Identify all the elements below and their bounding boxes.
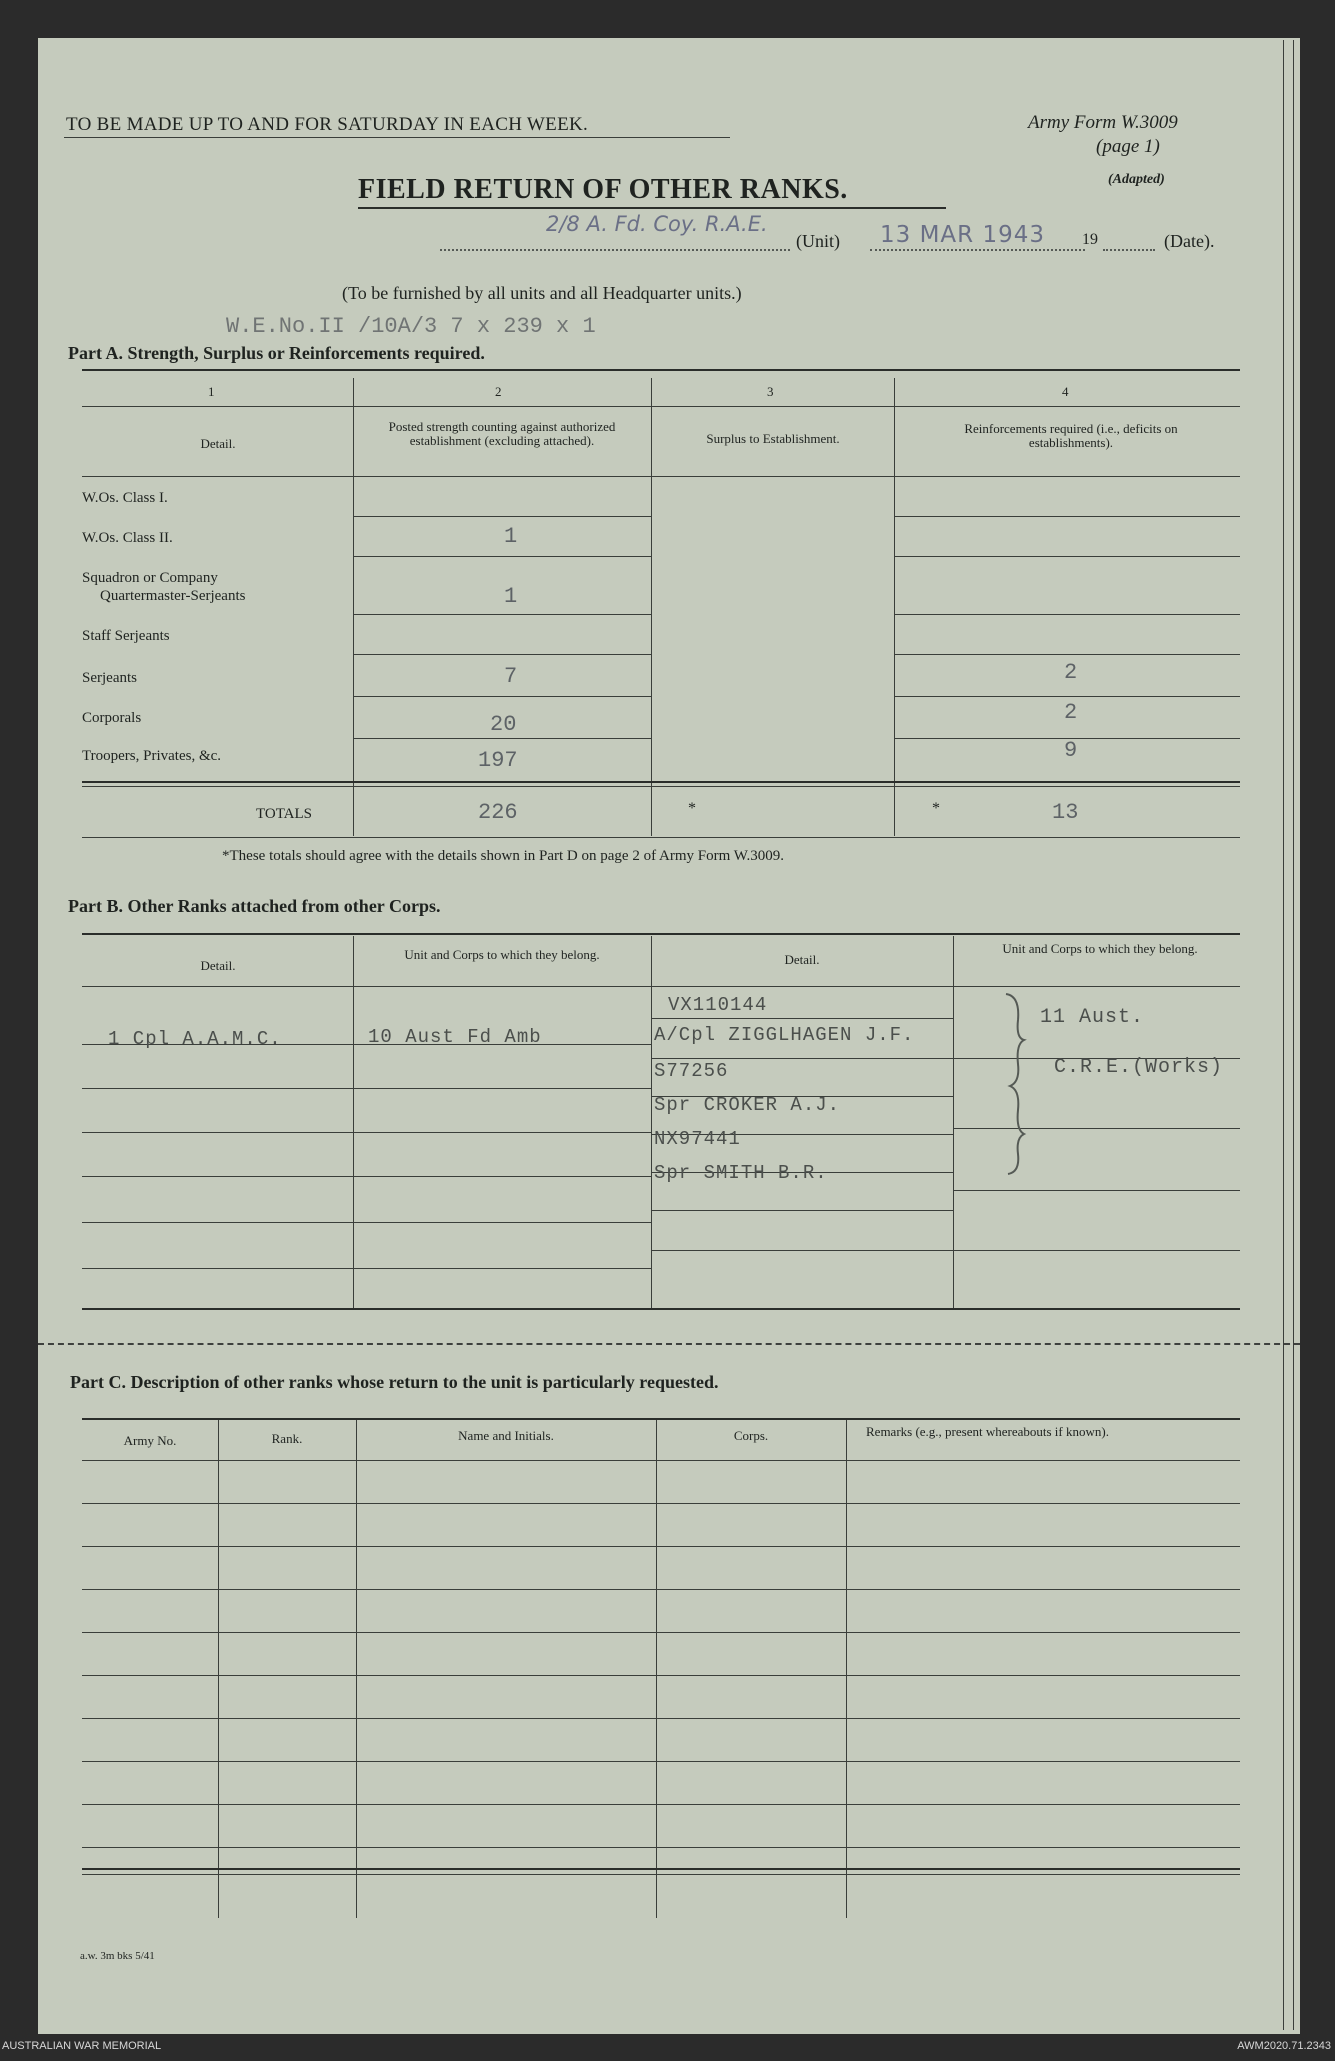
row-rule bbox=[894, 556, 1240, 557]
perforation-line bbox=[38, 1343, 1300, 1345]
part-a-header-surplus: Surplus to Establishment. bbox=[706, 431, 840, 446]
part-c-row-rule bbox=[82, 1632, 1240, 1633]
row-rule bbox=[894, 614, 1240, 615]
totals-reinf: 13 bbox=[1052, 800, 1079, 825]
part-a-header-rule bbox=[82, 476, 1240, 477]
posted-serjeants: 7 bbox=[504, 664, 518, 689]
part-c-row-rule bbox=[82, 1847, 1240, 1848]
reinf-troopers: 9 bbox=[1064, 738, 1078, 763]
part-b-row-rule bbox=[353, 1088, 651, 1089]
part-b-header-detail-left: Detail. bbox=[200, 958, 236, 973]
totals-reinf-asterisk: * bbox=[932, 800, 940, 817]
row-rule bbox=[353, 516, 651, 517]
part-c-bottom-rule-2 bbox=[82, 1874, 1240, 1875]
part-b-left-unit: 10 Aust Fd Amb bbox=[368, 1026, 542, 1048]
part-c-header-name: Name and Initials. bbox=[458, 1428, 554, 1443]
part-b-header-unit-left: Unit and Corps to which they belong. bbox=[404, 947, 600, 962]
totals-posted: 226 bbox=[478, 800, 518, 825]
totals-label: TOTALS bbox=[256, 806, 313, 822]
posted-cqms: 1 bbox=[504, 584, 518, 609]
part-c-bottom-rule bbox=[82, 1868, 1240, 1870]
part-b-right-line-3: S77256 bbox=[654, 1060, 729, 1082]
furnished-note: (To be furnished by all units and all Headquarter units.) bbox=[342, 283, 742, 303]
part-b-row-rule bbox=[82, 1176, 354, 1177]
part-b-row-rule bbox=[353, 1268, 651, 1269]
row-rule bbox=[353, 696, 651, 697]
row-rule bbox=[894, 516, 1240, 517]
unit-label: (Unit) bbox=[796, 231, 840, 251]
part-b-header-detail-right: Detail. bbox=[784, 952, 820, 967]
part-c-header-army-no: Army No. bbox=[123, 1433, 177, 1448]
form-number: Army Form W.3009 bbox=[1028, 112, 1178, 133]
part-b-header-rule-right bbox=[651, 986, 953, 987]
part-b-row-rule bbox=[82, 1088, 354, 1089]
row-label-cqms-line2: Quartermaster-Serjeants bbox=[100, 588, 246, 604]
part-a-header-detail: Detail. bbox=[200, 436, 236, 451]
part-b-col-divider-2 bbox=[651, 936, 652, 1308]
title-underline bbox=[358, 207, 946, 209]
part-c-header-rule bbox=[82, 1460, 1240, 1461]
part-a-col-divider-3 bbox=[894, 378, 895, 836]
part-c-col-divider-2 bbox=[356, 1420, 357, 1918]
part-b-right-row-rule bbox=[651, 1250, 953, 1251]
part-a-header-reinforcements: Reinforcements required (i.e., deficits on establishments). bbox=[964, 421, 1178, 450]
part-b-top-rule bbox=[82, 933, 1240, 935]
part-c-col-divider-4 bbox=[846, 1420, 847, 1918]
row-rule bbox=[353, 738, 651, 739]
totals-rule-top bbox=[82, 781, 1240, 783]
part-c-row-rule bbox=[82, 1546, 1240, 1547]
form-adapted: (Adapted) bbox=[1108, 172, 1165, 187]
part-a-footnote: *These totals should agree with the details shown in Part D on page 2 of Army Form W.3009. bbox=[222, 848, 785, 864]
part-c-row-rule bbox=[82, 1589, 1240, 1590]
part-c-row-rule bbox=[82, 1804, 1240, 1805]
part-a-number-rule bbox=[82, 406, 1240, 407]
posted-wo-class-2: 1 bbox=[504, 524, 518, 549]
part-c-row-rule bbox=[82, 1503, 1240, 1504]
part-c-top-rule bbox=[82, 1418, 1240, 1420]
unit-dotted-line bbox=[440, 249, 790, 251]
part-b-header-rule-far-right bbox=[953, 986, 1240, 987]
part-b-right-row-rule bbox=[651, 1018, 953, 1019]
part-b-col-divider-3 bbox=[953, 936, 954, 1308]
part-b-right-line-2: A/Cpl ZIGGLHAGEN J.F. bbox=[654, 1024, 915, 1046]
right-border-line-2 bbox=[1293, 40, 1294, 2030]
part-b-left-detail: 1 Cpl A.A.M.C. bbox=[108, 1028, 282, 1050]
right-border-line bbox=[1283, 40, 1284, 2030]
part-c-header-remarks: Remarks (e.g., present whereabouts if known). bbox=[866, 1424, 1109, 1439]
date-year: 19 bbox=[1082, 231, 1098, 248]
form-page: (page 1) bbox=[1096, 136, 1160, 157]
part-b-far-right-row-rule bbox=[953, 1190, 1240, 1191]
row-label-cqms: Squadron or Company bbox=[82, 570, 218, 586]
part-b-header-rule-left bbox=[82, 986, 654, 987]
totals-rule-top-2 bbox=[82, 786, 1240, 787]
part-c-row-rule bbox=[82, 1761, 1240, 1762]
row-rule bbox=[894, 696, 1240, 697]
part-a-col-number-2: 2 bbox=[495, 384, 502, 399]
instruction-underline bbox=[64, 137, 730, 138]
date-label: (Date). bbox=[1164, 231, 1215, 251]
part-a-title: Part A. Strength, Surplus or Reinforcements required. bbox=[68, 343, 485, 363]
part-a-col-divider-2 bbox=[651, 378, 652, 836]
part-b-row-rule bbox=[353, 1132, 651, 1133]
row-label-staff-serjeants: Staff Serjeants bbox=[82, 628, 170, 644]
part-b-far-right-row-rule bbox=[953, 1128, 1240, 1129]
part-b-far-right-row-rule bbox=[953, 1250, 1240, 1251]
totals-surplus-asterisk: * bbox=[688, 800, 696, 817]
part-b-row-rule bbox=[353, 1222, 651, 1223]
part-c-header-rank: Rank. bbox=[271, 1431, 303, 1446]
part-b-right-line-1: VX110144 bbox=[668, 994, 768, 1016]
part-a-col-number-3: 3 bbox=[767, 384, 774, 399]
date-dotted-line bbox=[870, 249, 1085, 251]
form-title: FIELD RETURN OF OTHER RANKS. bbox=[358, 174, 848, 205]
part-b-col-divider-1 bbox=[353, 936, 354, 1308]
part-a-col-number-1: 1 bbox=[208, 384, 215, 399]
row-rule bbox=[353, 556, 651, 557]
part-b-brace bbox=[1000, 990, 1034, 1178]
footer-accession-number: AWM2020.71.2343 bbox=[1237, 2040, 1331, 2052]
part-b-right-line-5: NX97441 bbox=[654, 1128, 741, 1150]
row-label-corporals: Corporals bbox=[82, 710, 142, 726]
part-b-title: Part B. Other Ranks attached from other Corps. bbox=[68, 896, 441, 916]
reinf-serjeants: 2 bbox=[1064, 660, 1078, 685]
print-code: a.w. 3m bks 5/41 bbox=[80, 1950, 155, 1962]
part-b-bottom-rule bbox=[82, 1308, 1240, 1310]
part-b-right-row-rule bbox=[651, 1210, 953, 1211]
row-label-wo-class-1: W.Os. Class I. bbox=[82, 490, 168, 506]
part-b-row-rule bbox=[82, 1132, 354, 1133]
part-b-right-unit-2: C.R.E.(Works) bbox=[1054, 1056, 1224, 1079]
part-c-row-rule bbox=[82, 1675, 1240, 1676]
part-b-row-rule bbox=[82, 1222, 354, 1223]
part-c-col-divider-3 bbox=[656, 1420, 657, 1918]
part-a-header-posted: Posted strength counting against authorized establishment (excluding attached). bbox=[388, 419, 616, 448]
footer-archive-name: AUSTRALIAN WAR MEMORIAL bbox=[2, 2040, 162, 2052]
part-a-top-rule bbox=[82, 369, 1240, 371]
part-b-header-unit-right: Unit and Corps to which they belong. bbox=[1002, 941, 1198, 956]
date-year-dotted-line bbox=[1103, 249, 1155, 251]
instruction-text: TO BE MADE UP TO AND FOR SATURDAY IN EACH WEEK. bbox=[66, 114, 589, 135]
row-label-serjeants: Serjeants bbox=[82, 670, 137, 686]
row-rule bbox=[353, 654, 651, 655]
part-b-row-rule bbox=[82, 1268, 354, 1269]
row-label-wo-class-2: W.Os. Class II. bbox=[82, 530, 173, 546]
posted-corporals: 20 bbox=[490, 712, 517, 737]
row-rule bbox=[353, 614, 651, 615]
posted-troopers: 197 bbox=[478, 748, 518, 773]
part-c-title: Part C. Description of other ranks whose return to the unit is particularly requested. bbox=[70, 1372, 719, 1392]
date-stamp: 13 MAR 1943 bbox=[880, 222, 1045, 248]
part-a-col-divider-1 bbox=[353, 378, 354, 836]
part-c-header-corps: Corps. bbox=[733, 1428, 769, 1443]
part-c-col-divider-1 bbox=[218, 1420, 219, 1918]
row-rule bbox=[894, 654, 1240, 655]
part-b-right-line-6: Spr SMITH B.R. bbox=[654, 1162, 828, 1184]
part-b-right-unit-1: 11 Aust. bbox=[1040, 1006, 1145, 1029]
row-label-troopers: Troopers, Privates, &c. bbox=[82, 748, 222, 764]
unit-stamp: 2/8 A. Fd. Coy. R.A.E. bbox=[546, 212, 768, 236]
we-reference: W.E.No.II /10A/3 7 x 239 x 1 bbox=[226, 314, 596, 339]
part-b-row-rule bbox=[353, 1176, 651, 1177]
part-b-right-row-rule bbox=[651, 1058, 953, 1059]
totals-rule-bottom bbox=[82, 837, 1240, 838]
part-b-right-line-4: Spr CROKER A.J. bbox=[654, 1094, 841, 1116]
part-c-row-rule bbox=[82, 1718, 1240, 1719]
reinf-corporals: 2 bbox=[1064, 700, 1078, 725]
part-a-col-number-4: 4 bbox=[1062, 384, 1069, 399]
